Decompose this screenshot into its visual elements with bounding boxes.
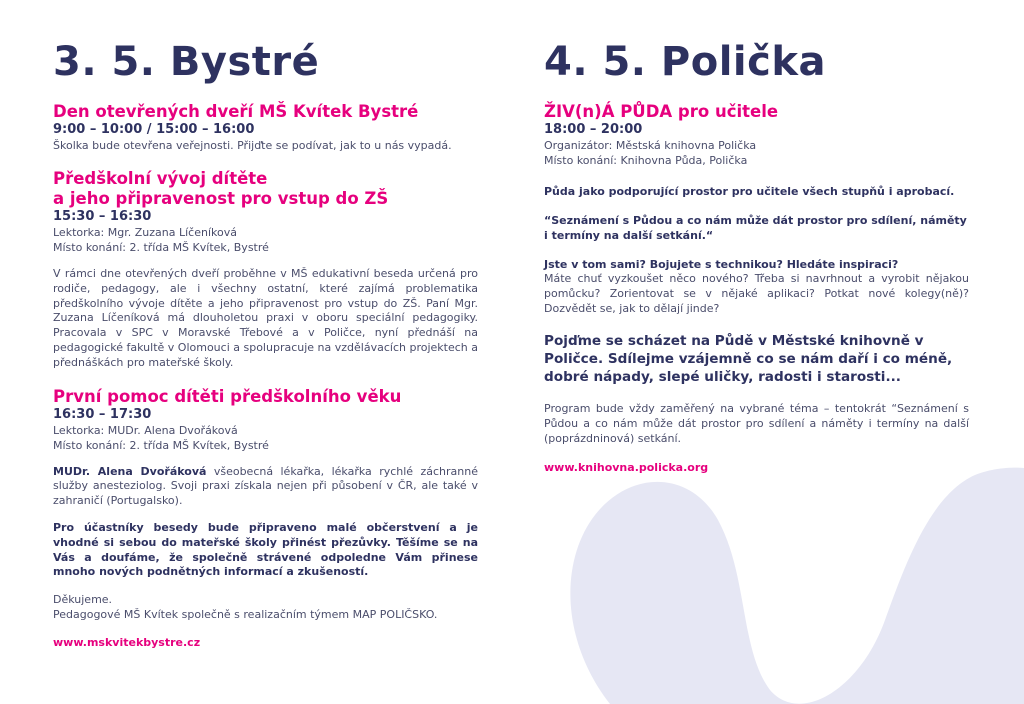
event-description: V rámci dne otevřených dveří proběhne v MŠ edukativní beseda určená pro rodiče, pedagogy, ale i všechny ostatní, které zajímá problematika předškolního vývoje dítěte a jeho připravenost pro vstup do ZŠ. Paní Mgr. Zuzana Líčeníková má dlouholetou praxi v oboru speciální pedagogiky. Pracovala v SPC v Moravské Třebové a v Poličce, nyní přednáší na pedagogické fakultě v Olomouci a spolupracuje na vzdělávacích projektech a přednáškách pro mateřské školy. — [53, 267, 478, 369]
event-time: 9:00 – 10:00 / 15:00 – 16:00 — [53, 122, 255, 137]
event-place: Místo konání: 2. třída MŠ Kvítek, Bystré — [53, 241, 269, 254]
event-title-preschool-line2: a jeho připravenost pro vstup do ZŠ — [53, 189, 389, 208]
website-link-mskvitek[interactable]: www.mskvitekbystre.cz — [53, 636, 201, 650]
event-lecturer: Lektorka: MUDr. Alena Dvořáková — [53, 423, 238, 437]
event-time: 15:30 – 16:30 — [53, 209, 152, 224]
program-text: Program bude vždy zaměřený na vybrané téma – tentokrát “Seznámení s Půdou a co nám může dát prostor pro sdílení a náměty i termíny na další (poprázdninová) setkání. — [544, 402, 969, 445]
lead-text: Půda jako podporující prostor pro učitele všech stupňů i aprobací. — [544, 185, 955, 198]
questions-text: Máte chuť vyzkoušet něco nového? Třeba si navrhnout a vyrobit nějakou pomůcku? Zorientovat se v nějaké aplikaci? Potkat nové kolegy(ně)? Dozvědět se, jak to dělají jinde? — [544, 272, 969, 315]
lecturer-name: MUDr. Alena Dvořáková — [53, 464, 207, 478]
quote-text: “Seznámení s Půdou a co nám může dát prostor pro sdílení, náměty i termíny na další setkání.“ — [544, 214, 967, 242]
left-column — [53, 38, 478, 649]
signature-text: Pedagogové MŠ Kvítek společně s realizačním týmem MAP POLIČSKO. — [53, 608, 438, 622]
right-column — [544, 38, 969, 474]
event-time: 18:00 – 20:00 — [544, 122, 643, 137]
page-title-bystre: 3. 5. Bystré — [53, 39, 320, 85]
event-description: Školka bude otevřena veřejnosti. Přijďte se podívat, jak to u nás vypadá. — [53, 139, 452, 152]
event-place: Místo konání: Knihovna Půda, Polička — [544, 154, 748, 167]
page-title-policka: 4. 5. Polička — [544, 39, 826, 85]
thanks-text: Děkujeme. — [53, 593, 113, 607]
lecturer-bio-text: všeobecná lékařka, lékařka rychlé záchranné služby anesteziolog. Svoji praxi získala nejen při působení v ČR, ale také v zahraničí (Portugalsko). — [53, 464, 478, 508]
event-title-preschool-line1: Předškolní vývoj dítěte — [53, 169, 268, 188]
event-title-open-day: Den otevřených dveří MŠ Kvítek Bystré — [53, 102, 419, 121]
invitation-text: Pojďme se scházet na Půdě v Městské knihovně v Poličce. Sdílejme vzájemně co se nám daří i co méně, dobré nápady, slepé uličky, radosti i starosti... — [544, 333, 953, 386]
event-organizer: Organizátor: Městská knihovna Polička — [544, 139, 757, 152]
questions-heading: Jste v tom sami? Bojujete s technikou? Hledáte inspiraci? — [544, 258, 899, 271]
participant-notice: Pro účastníky besedy bude připraveno malé občerstvení a je vhodné si sebou do mateřské školy přinést přezůvky. Těšíme se na Vás a doufáme, že společně strávené odpoledne Vám přinese mnoho nových podnětných informací a zkušeností. — [53, 520, 478, 579]
lecturer-bio — [53, 465, 478, 509]
event-title-ziva-puda: ŽIV(n)Á PŮDA pro učitele — [544, 102, 779, 121]
event-place: Místo konání: 2. třída MŠ Kvítek, Bystré — [53, 438, 269, 452]
website-link-knihovna[interactable]: www.knihovna.policka.org — [544, 460, 709, 474]
event-title-first-aid: První pomoc dítěti předškolního věku — [53, 386, 402, 406]
event-time: 16:30 – 17:30 — [53, 406, 152, 422]
event-lecturer: Lektorka: Mgr. Zuzana Líčeníková — [53, 226, 237, 239]
